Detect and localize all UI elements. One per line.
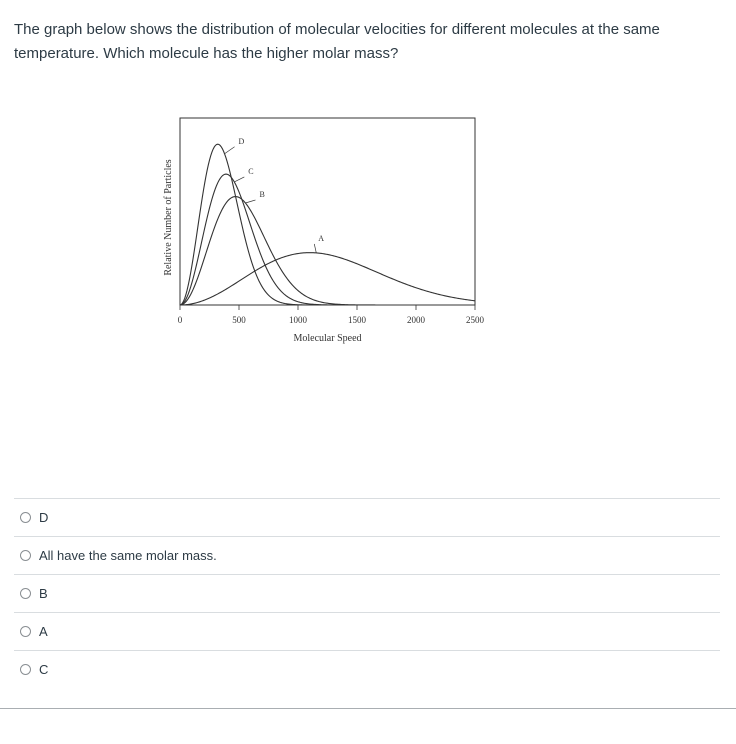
series-c-label: C — [248, 166, 254, 176]
radio-button[interactable] — [20, 626, 31, 637]
radio-button[interactable] — [20, 550, 31, 561]
y-axis-label: Relative Number of Particles — [163, 159, 174, 276]
velocity-distribution-chart — [0, 0, 736, 360]
x-tick-label: 0 — [177, 315, 183, 325]
series-c-leader — [234, 177, 244, 182]
radio-button[interactable] — [20, 664, 31, 675]
series-d-curve — [180, 144, 475, 305]
bottom-divider — [0, 708, 736, 709]
series-b-curve — [180, 197, 475, 305]
radio-button[interactable] — [20, 588, 31, 599]
answer-option-b[interactable] — [14, 574, 720, 612]
answer-label: All have the same molar mass. — [39, 548, 217, 563]
series-a-label: A — [318, 233, 325, 243]
x-tick-label: 2500 — [466, 315, 484, 325]
answer-label: D — [39, 510, 49, 525]
series-a-curve — [180, 253, 475, 305]
answer-option-a[interactable] — [14, 612, 720, 650]
answer-label: C — [39, 662, 49, 677]
x-tick-label: 2000 — [407, 315, 425, 325]
series-d-label: D — [238, 136, 245, 146]
series-b-label: B — [259, 189, 265, 199]
answer-label: B — [39, 586, 48, 601]
plot-frame — [180, 118, 475, 305]
series-d-leader — [225, 147, 235, 154]
series-a-leader — [314, 244, 316, 253]
answer-option-c[interactable] — [14, 650, 720, 688]
series-b-leader — [245, 200, 255, 203]
x-tick-label: 1500 — [348, 315, 366, 325]
chart-svg — [0, 0, 736, 360]
x-tick-label: 1000 — [289, 315, 307, 325]
radio-button[interactable] — [20, 512, 31, 523]
answer-label: A — [39, 624, 48, 639]
answer-list — [14, 498, 720, 688]
answer-option-same[interactable] — [14, 536, 720, 574]
x-axis-label: Molecular Speed — [293, 333, 362, 344]
answer-option-d[interactable] — [14, 498, 720, 536]
x-tick-label: 500 — [232, 315, 246, 325]
question-text: The graph below shows the distribution of molecular velocities for different molecules at the same temperature. Which molecule has the higher molar mass? — [14, 21, 660, 62]
series-c-curve — [180, 174, 475, 305]
